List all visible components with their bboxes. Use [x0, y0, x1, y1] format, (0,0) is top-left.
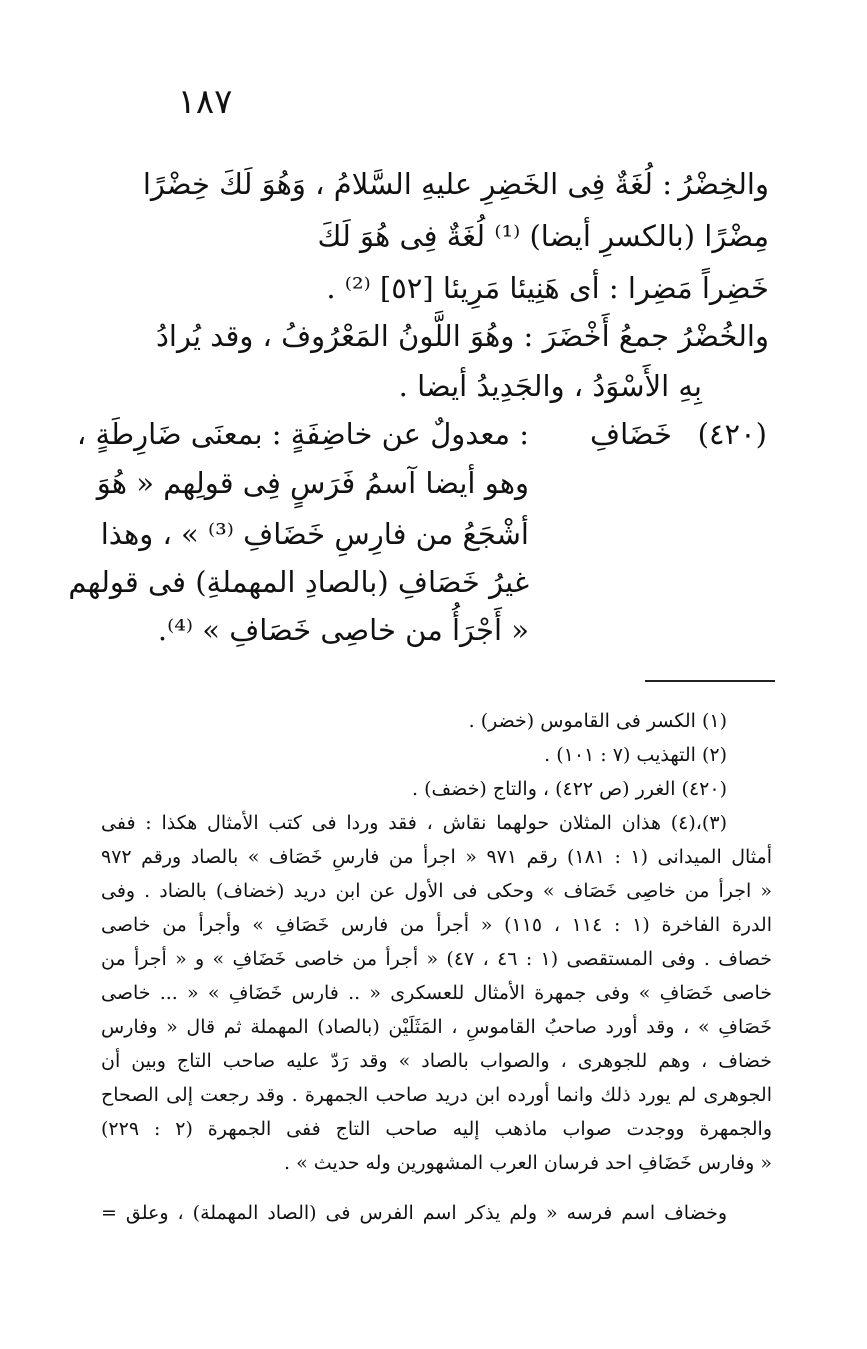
footnote-3-4-line-1: (٣)،(٤) هذان المثلان حولهما نقاش ، فقد وردا فى كتب الأمثال هكذا : ففى [101, 812, 727, 834]
entry-khadaf-line-2: وهو أيضا آسمُ فَرَسٍ فِى قولِهم « هُوَ [96, 466, 529, 500]
footnote-3-4-line-3: « اجرأ من خاصِى خَصَاف » وحكى فى الأول عن ابن دريد (خضاف) بالضاد . وفى [101, 880, 772, 902]
footnote-420: (٤٢٠) الغرر (ص ٤٢٢) ، والتاج (خضف) . [412, 778, 727, 800]
footnote-3-4-line-7: خَصَافِ » ، وقد أورد صاحبُ القاموسِ ، المَثَلَيْن (بالصاد) المهملة ثم قال « وفارس [101, 1016, 772, 1038]
entry-khudr-line-2: بِهِ الأَسْوَدُ ، والجَدِيدُ أيضا . [398, 369, 702, 403]
footnote-1: (١) الكسر فى القاموس (خضر) . [468, 710, 727, 732]
entry-khadaf-line-3: أشْجَعُ من فارِسِ خَضَافِ ⁽³⁾ » ، وهذا [100, 517, 529, 551]
entry-khadaf-line-1: : معدولٌ عن خاضِفَةٍ : بمعنَى ضَارِطَةٍ ، [76, 417, 529, 451]
footnote-3-4-line-6: خاصى خَصَافِ » وفى جمهرة الأمثال للعسكرى « .. فارس خَضَافِ » « ... خاصى [101, 982, 772, 1004]
footnote-3-4-line-4: الدرة الفاخرة (١ : ١١٤ ، ١١٥) « أجرأ من فارس خَصَافِ » وأجرأ من خاصى [101, 914, 772, 936]
entry-khadaf-line-4: غيرُ خَصَافِ (بالصادِ المهملةِ) فى قولهم [68, 565, 529, 599]
footnote-3-4-line-9: الجوهرى لم يورد ذلك وانما أورده ابن دريد صاحب الجمهرة . وقد رجعت إلى الصحاح [101, 1084, 772, 1106]
footnote-separator [645, 680, 775, 682]
footnote-3-4-line-12: وخضاف اسم فرسه « ولم يذكر اسم الفرس فى (الصاد المهملة) ، وعلق = [101, 1202, 727, 1224]
entry-khadaf-line-5: « أَجْرَأُ من خاصِى خَصَافِ » ⁽⁴⁾. [157, 613, 529, 647]
footnote-3-4-line-8: خضاف ، وهم للجوهرى ، والصواب بالصاد » وقد رَدّ عليه صاحب التاج وبين أن [101, 1050, 772, 1072]
entry-khudr-line-1: والخُضْرُ جمعُ أَخْضَرَ : وهُوَ اللَّونُ المَعْرُوفُ ، وقد يُرادُ [155, 319, 769, 353]
entry-khidr-line-2: مِضْرًا (بالكسرِ أيضا) ⁽¹⁾ لُغَةٌ فِى هُوَ لَكَ [317, 219, 769, 253]
footnote-3-4-line-2: أمثال الميدانى (١ : ١٨١) رقم ٩٧١ « اجرأ من فارسِ خَصَاف » بالصاد ورقم ٩٧٢ [101, 846, 773, 868]
footnote-3-4-line-10: والجمهرة ووجدت صواب ماذهب إليه صاحب التاج ففى الجمهرة (٢ : ٢٢٩) [101, 1118, 773, 1140]
entry-number-420: (٤٢٠) [697, 417, 767, 451]
footnote-2: (٢) التهذيب (٧ : ١٠١) . [544, 744, 727, 766]
entry-headword-khadaf: خَضَافِ [590, 417, 672, 451]
entry-khidr-line-1: : لُغَةٌ فِى الخَضِرِ عليهِ السَّلامُ ، وَهُوَ لَكَ خِضْرًا [142, 167, 672, 201]
page-number: ١٨٧ [177, 82, 233, 122]
entry-headword-khidr: والخِضْرُ [678, 167, 769, 201]
footnote-3-4-line-11: « وفارس خَضَافِ احد فرسان العرب المشهورين وله حديث » . [284, 1152, 772, 1174]
footnote-3-4-line-5: خصاف . وفى المستقصى (١ : ٤٦ ، ٤٧) « أجرأ من خاصى خَضَافِ » و « أجرأ من [101, 948, 772, 970]
entry-khidr-line-3: خَضِراً مَضِرا : أى هَنِيئا مَرِيئا [٥٢] ⁽²⁾ . [326, 271, 769, 305]
